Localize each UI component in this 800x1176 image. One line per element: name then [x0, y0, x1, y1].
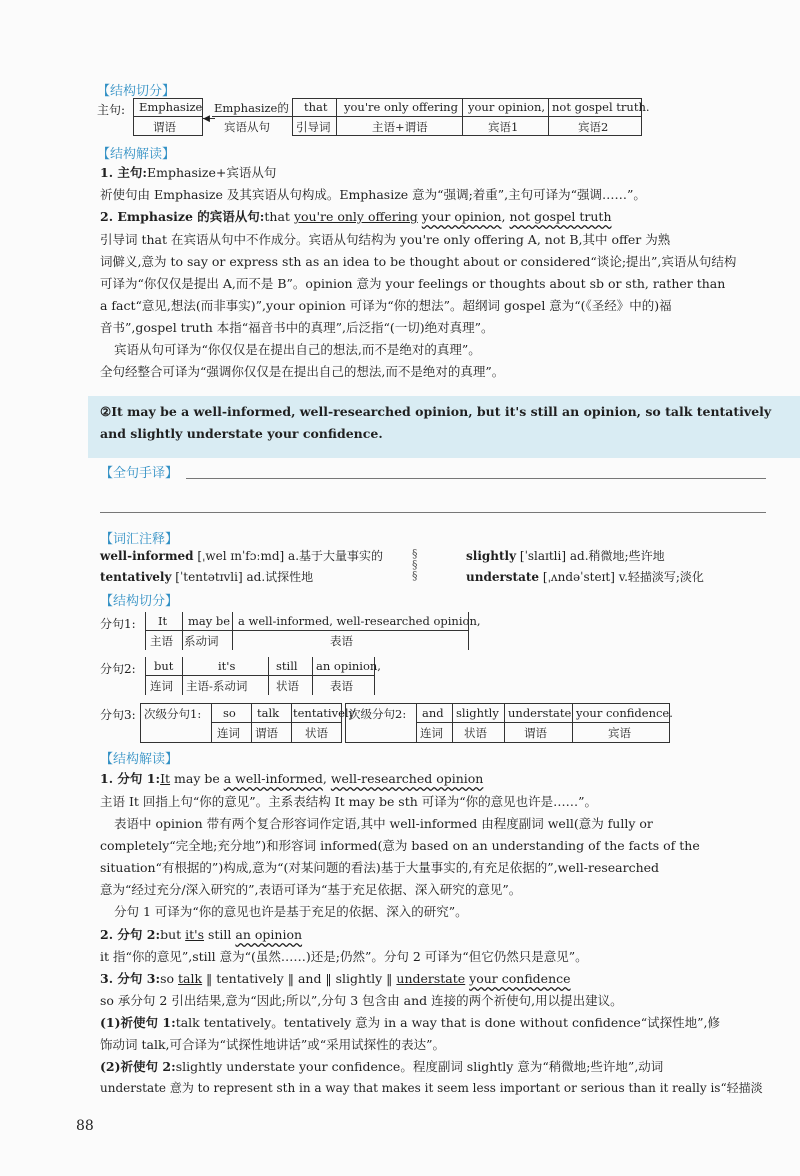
a3-sub-1 — [100, 1012, 720, 1033]
p2-line-2: 词僻义,意为 to say or express sth as an idea to be thought about or considered“谈论;提出”,宾语从句结构 — [100, 254, 737, 269]
analysis-header-1: 【结构解读】 — [97, 147, 176, 162]
analysis-point-2-title: 2. 分句 2: — [100, 927, 161, 942]
cell-role: 引导词 — [296, 120, 331, 134]
a2-underline-1: it's — [185, 927, 205, 942]
clause-3-sub-1-box — [140, 703, 356, 743]
vocab-entry-4 — [466, 567, 704, 588]
p2-line-4: a fact“意见,想法(而非事实)”,your opinion 可译为“你的想法”。超纲词 gospel 意为“(《圣经》中的)福 — [100, 298, 672, 313]
cell-role: 主语 — [150, 634, 173, 648]
cell-role: 状语 — [305, 726, 328, 740]
cell-role: 状语 — [276, 679, 299, 693]
cell-role: 宾语 — [608, 726, 631, 740]
full-translation-header: 【全句手译】 — [100, 466, 179, 481]
cell-role: 状语 — [464, 726, 487, 740]
a3-sub-1-text: talk tentatively。tentatively 意为 in a way that is done without confidence“试探性地”,修 — [175, 1015, 720, 1030]
cell-text: Emphasize的 — [214, 101, 289, 115]
cell-role: 表语 — [330, 634, 353, 648]
struct-box-predicate — [133, 98, 203, 136]
a3-underline-1: talk — [178, 971, 203, 986]
p2-underline-1: you're only offering — [293, 209, 418, 224]
cell-text: It — [158, 614, 168, 628]
sub-clause-label: 次级分句2: — [349, 707, 407, 721]
point-1-text: 祈使句由 Emphasize 及其宾语从句构成。Emphasize 意为“强调;着重”,主句可译为“强调……”。 — [100, 187, 646, 202]
analysis-point-3-title: 3. 分句 3: — [100, 971, 161, 986]
cell-role: 连词 — [217, 726, 240, 740]
a3-sub-2-title: (2)祈使句 2: — [100, 1059, 176, 1074]
vocab-definition: ad.试探性地 — [246, 570, 314, 584]
clause-3-sub-2-box — [345, 703, 673, 743]
a1-line-4: situation“有根据的”)构成,意为“(对某问题的看法)基于大量事实的,有充足依据的”,well-researched — [100, 860, 660, 875]
a1-underline-3: well-researched opinion — [330, 771, 484, 786]
vocab-definition: ad.稍微地;些许地 — [569, 549, 665, 563]
clause-3-label: 分句3: — [100, 708, 136, 722]
cell-role: 连词 — [420, 726, 443, 740]
cell-text: Emphasize — [139, 100, 203, 114]
cell-role: 主语-系动词 — [186, 679, 248, 693]
a1-line-2: 表语中 opinion 带有两个复合形容词作定语,其中 well-informed 由程度副词 well(意为 fully or — [114, 816, 653, 831]
vocab-word: understate — [466, 570, 540, 584]
clause-1-label: 分句1: — [100, 617, 136, 631]
cell-text: still — [276, 659, 298, 673]
point-1-title-rest: Emphasize+宾语从句 — [147, 165, 277, 180]
vocab-phonetic: [ˌwel ɪnˈfɔːmd] — [197, 549, 285, 563]
cell-text: understate — [508, 706, 572, 720]
a3-sub-2-line-2: understate 意为 to represent sth in a way that makes it seem less important or serious than it really is“轻描淡 — [100, 1081, 763, 1095]
a3-pre: so — [160, 971, 178, 986]
a1-line-5: 意为“经过充分/深入研究的”,表语可译为“基于充足依据、深入研究的意见”。 — [100, 882, 522, 897]
p2-line-1: 引导词 that 在宾语从句中不作成分。宾语从句结构为 you're only offering A, not B,其中 offer 为熟 — [100, 232, 671, 247]
a1-mid: may be — [170, 771, 224, 786]
a2-pre: but — [160, 927, 186, 942]
vocab-entry-3 — [466, 546, 665, 567]
vocab-phonetic: [ˌʌndəˈsteɪt] — [542, 570, 615, 584]
cell-text: and — [422, 706, 444, 720]
p2-line-7: 全句经整合可译为“强调你仅仅是在提出自己的想法,而不是绝对的真理”。 — [100, 364, 505, 379]
vocab-phonetic: [ˈslaɪtli] — [519, 549, 567, 563]
vocab-phonetic: [ˈtentətɪvli] — [175, 570, 243, 584]
point-1 — [100, 162, 276, 183]
vocab-definition: v.轻描淡写;淡化 — [618, 570, 704, 584]
struct-header-1: 【结构切分】 — [97, 84, 176, 99]
cell-text: that — [304, 100, 328, 114]
cell-text: your confidence. — [576, 706, 673, 720]
a2-line-1: it 指“你的意见”,still 意为“(虽然……)还是;仍然”。分句 2 可译为“但它仍然只是意见”。 — [100, 949, 588, 964]
vocab-definition: a.基于大量事实的 — [288, 549, 384, 563]
p2-comma: , — [501, 209, 506, 224]
a1-comma: , — [322, 771, 331, 786]
main-clause-label: 主句: — [97, 103, 126, 117]
analysis-point-1-title: 1. 分句 1: — [100, 771, 161, 786]
cell-role: 谓语 — [524, 726, 547, 740]
p2-underline-2: your opinion — [421, 209, 502, 224]
cell-text: may be — [188, 614, 231, 628]
clause-1-box — [145, 612, 481, 650]
a3-sub-1-line-2: 饰动词 talk,可合译为“试探性地讲话”或“采用试探性的表达”。 — [100, 1037, 446, 1052]
a2-underline-2: an opinion — [235, 927, 303, 942]
analysis-point-3 — [100, 968, 571, 989]
clause-2-box — [145, 657, 381, 695]
cell-role: 连词 — [150, 679, 173, 693]
arrow-head-icon: ◀ — [203, 114, 210, 124]
point-2 — [100, 206, 612, 227]
cell-role: 宾语1 — [488, 120, 519, 134]
cell-role: 表语 — [330, 679, 353, 693]
cell-role: 主语+谓语 — [372, 120, 428, 134]
a3-sub-1-title: (1)祈使句 1: — [100, 1015, 176, 1030]
a1-line-3: completely“完全地;充分地”)和形容词 informed(意为 based on an understanding of the facts of the — [100, 838, 700, 853]
p2-line-5: 音书”,gospel truth 本指“福音书中的真理”,后泛指“(一切)绝对真理”。 — [100, 320, 494, 335]
p2-that: that — [264, 209, 290, 224]
a1-underline-1: It — [160, 771, 171, 786]
struct-box-object-clause — [212, 98, 650, 136]
a3-underline-3: your confidence — [469, 971, 571, 986]
cell-text: talk — [257, 706, 280, 720]
a3-sub-2 — [100, 1056, 663, 1077]
a2-mid: still — [204, 927, 236, 942]
vocab-word: slightly — [466, 549, 517, 563]
page-number: 88 — [76, 1118, 94, 1134]
vocab-word: well-informed — [100, 549, 194, 563]
cell-role: 宾语从句 — [224, 120, 270, 134]
cell-text: your opinion, — [468, 100, 546, 114]
cell-text: you're only offering — [344, 100, 458, 114]
cell-role: 系动词 — [184, 634, 219, 648]
cell-text: a well-informed, well-researched opinion, — [238, 614, 481, 628]
cell-text: so — [223, 706, 236, 720]
question-2-line-1: ②It may be a well-informed, well-researched opinion, but it's still an opinion, so talk tentatively — [100, 404, 772, 419]
question-2-line-2: and slightly understate your confidence. — [100, 426, 383, 441]
vocab-entry-2 — [100, 567, 313, 588]
cell-text: tentatively — [293, 706, 356, 720]
clause-2-label: 分句2: — [100, 662, 136, 676]
a3-mid: ‖ tentatively ‖ and ‖ slightly ‖ — [202, 971, 397, 986]
a1-line-6: 分句 1 可译为“你的意见也许是基于充足的依据、深入的研究”。 — [114, 904, 468, 919]
cell-role: 谓语 — [153, 120, 176, 134]
point-1-title: 1. 主句: — [100, 165, 148, 180]
cell-role: 谓语 — [255, 726, 278, 740]
sub-clause-label: 次级分句1: — [144, 707, 202, 721]
a1-underline-2: a well-informed — [223, 771, 323, 786]
a3-line-1: so 承分句 2 引出结果,意为“因此;所以”,分句 3 包含由 and 连接的两个祈使句,用以提出建议。 — [100, 993, 623, 1008]
analysis-point-2 — [100, 924, 302, 945]
cell-text: but — [154, 659, 174, 673]
analysis-point-1 — [100, 768, 483, 789]
point-2-title: 2. Emphasize 的宾语从句: — [100, 209, 265, 224]
p2-line-6: 宾语从句可译为“你仅仅是在提出自己的想法,而不是绝对的真理”。 — [114, 342, 481, 357]
cell-text: an opinion, — [316, 659, 381, 673]
cell-role: 宾语2 — [578, 120, 609, 134]
vocab-header: 【词汇注释】 — [100, 532, 179, 547]
vocab-divider-icon: § § § — [412, 547, 418, 582]
p2-line-3: 可译为“你仅仅是提出 A,而不是 B”。opinion 意为 your feelings or thoughts about sb or sth, rather than — [100, 276, 726, 291]
cell-text: slightly — [456, 706, 499, 720]
vocab-word: tentatively — [100, 570, 172, 584]
cell-text: it's — [218, 659, 236, 673]
translation-answer-line-1[interactable] — [186, 478, 766, 479]
translation-answer-line-2[interactable] — [100, 512, 766, 513]
p2-underline-3: not gospel truth — [509, 209, 612, 224]
analysis-header-2: 【结构解读】 — [100, 752, 179, 767]
a3-underline-2: understate — [396, 971, 466, 986]
struct-header-2: 【结构切分】 — [100, 594, 179, 609]
vocab-entry-1 — [100, 546, 383, 567]
a3-sub-2-text: slightly understate your confidence。程度副词 slightly 意为“稍微地;些许地”,动词 — [175, 1059, 664, 1074]
cell-text: not gospel truth. — [552, 100, 650, 114]
a1-line-1: 主语 It 回指上句“你的意见”。主系表结构 It may be sth 可译为“你的意见也许是……”。 — [100, 794, 598, 809]
